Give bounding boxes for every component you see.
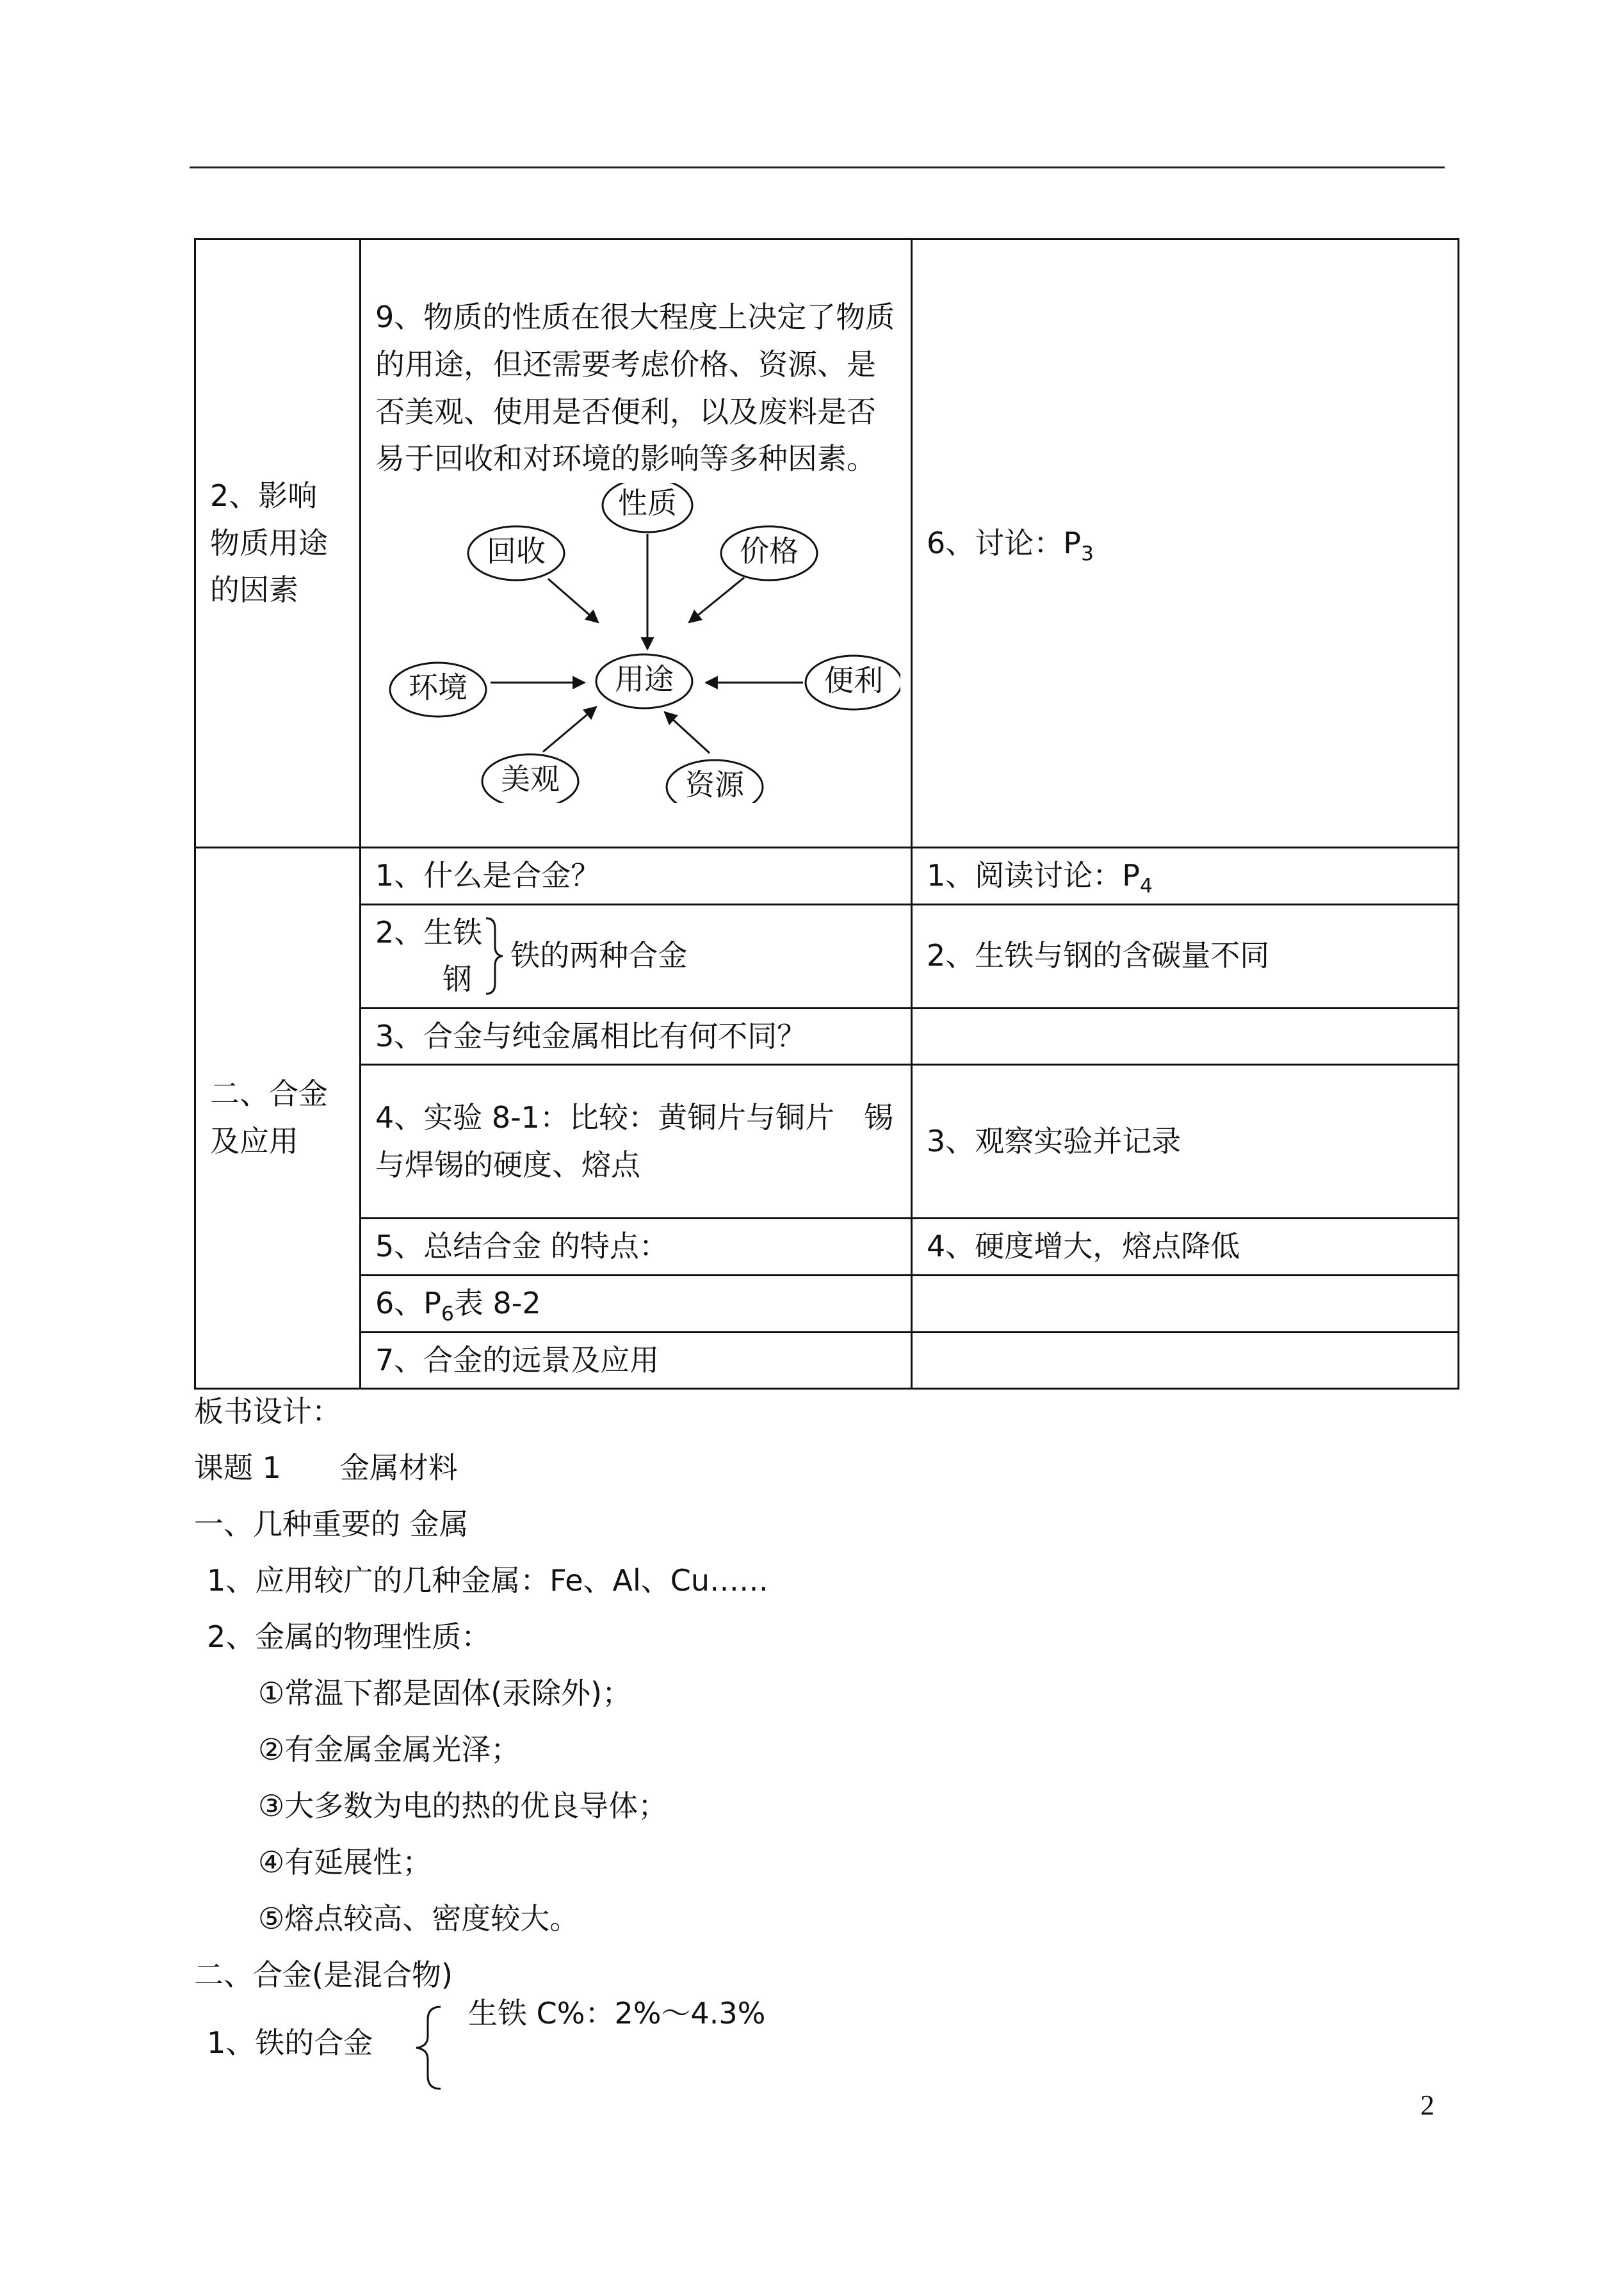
notes-alloy-row bbox=[194, 1996, 1443, 2073]
factors-text: 9、物质的性质在很大程度上决定了物质的用途，但还需要考虑价格、资源、是否美观、使用是否便利，以及废料是否易于回收和对环境的影响等多种因素。 bbox=[375, 300, 895, 476]
arrow bbox=[665, 712, 710, 753]
diagram-svg bbox=[375, 483, 900, 803]
row-content: 1、什么是合金？ bbox=[361, 848, 912, 905]
notes-prop: ②有金属金属光泽； bbox=[258, 1732, 521, 1767]
arrow bbox=[689, 578, 744, 622]
node-label: 价格 bbox=[740, 533, 799, 569]
node-label: 资源 bbox=[685, 767, 744, 802]
header-rule bbox=[190, 166, 1445, 168]
row-content: 6、$P_6$表 8-2 bbox=[361, 1275, 912, 1332]
table-row bbox=[195, 1065, 1459, 1219]
right-brace-icon bbox=[482, 914, 507, 998]
notes-prop: ⑤熔点较高、密度较大。 bbox=[258, 1901, 580, 1936]
table-row bbox=[195, 1332, 1459, 1389]
alloy-item: 生铁 C%：2%～4.3% bbox=[468, 1996, 766, 2031]
row-content: 5、总结合金 的特点： bbox=[361, 1219, 912, 1276]
table-row bbox=[195, 848, 1459, 905]
lesson-table bbox=[194, 238, 1459, 1390]
factors-label: 2、影响物质用途的因素 bbox=[195, 239, 361, 848]
notes-heading: 板书设计： bbox=[194, 1394, 341, 1429]
arrow bbox=[548, 579, 598, 622]
row-activity bbox=[912, 1332, 1459, 1389]
alloy-lead: 1、铁的合金 bbox=[207, 2025, 373, 2060]
row-activity: 4、硬度增大，熔点降低 bbox=[912, 1219, 1459, 1276]
node-label: 便利 bbox=[824, 663, 883, 698]
row-content bbox=[361, 904, 912, 1008]
node-label: 回收 bbox=[487, 533, 546, 569]
notes-prop: ④有延展性； bbox=[258, 1845, 432, 1879]
table-row bbox=[195, 1219, 1459, 1276]
table-row bbox=[195, 1008, 1459, 1065]
notes-topic: 课题 1 金属材料 bbox=[194, 1450, 458, 1485]
brace-word: 钢 bbox=[443, 962, 472, 997]
notes-item-1: 1、应用较广的几种金属：Fe、Al、Cu…… bbox=[207, 1563, 769, 1598]
notes-section-1: 一、几种重要的 金属 bbox=[194, 1507, 469, 1541]
board-notes bbox=[194, 1383, 1443, 2073]
factors-content bbox=[361, 239, 912, 848]
row-content: 4、实验 8-1：比较：黄铜片与铜片 锡与焊锡的硬度、熔点 bbox=[361, 1065, 912, 1219]
node-center-label: 用途 bbox=[615, 661, 674, 697]
page-number: 2 bbox=[1420, 2089, 1434, 2121]
notes-item-2: 2、金属的物理性质： bbox=[207, 1619, 491, 1654]
left-brace-icon bbox=[409, 2003, 447, 2093]
row-activity: 1、阅读讨论：$P_4$ bbox=[912, 848, 1459, 905]
notes-section-2: 二、合金(是混合物) bbox=[194, 1958, 453, 1992]
notes-prop: ①常温下都是固体(汞除外)； bbox=[258, 1676, 632, 1710]
node-label: 性质 bbox=[618, 485, 677, 521]
table-row bbox=[195, 239, 1459, 848]
node-label: 环境 bbox=[409, 670, 467, 705]
row-content: 7、合金的远景及应用 bbox=[361, 1332, 912, 1389]
brace-word: 2、生铁 bbox=[375, 914, 483, 950]
row-activity bbox=[912, 1008, 1459, 1065]
row-activity: 2、生铁与钢的含碳量不同 bbox=[912, 904, 1459, 1008]
row-content: 3、合金与纯金属相比有何不同？ bbox=[361, 1008, 912, 1065]
node-label: 美观 bbox=[501, 761, 560, 797]
brace-note: 铁的两种合金 bbox=[510, 938, 688, 973]
factors-diagram bbox=[375, 483, 900, 803]
table-row bbox=[195, 904, 1459, 1008]
arrow bbox=[543, 707, 596, 752]
alloy-section-label: 二、合金及应用 bbox=[195, 848, 361, 1389]
row-activity bbox=[912, 1275, 1459, 1332]
table-row bbox=[195, 1275, 1459, 1332]
row-activity: 3、观察实验并记录 bbox=[912, 1065, 1459, 1219]
factors-activity: 6、讨论：$P_3$ bbox=[912, 239, 1459, 848]
notes-prop: ③大多数为电的热的优良导体； bbox=[258, 1788, 668, 1823]
